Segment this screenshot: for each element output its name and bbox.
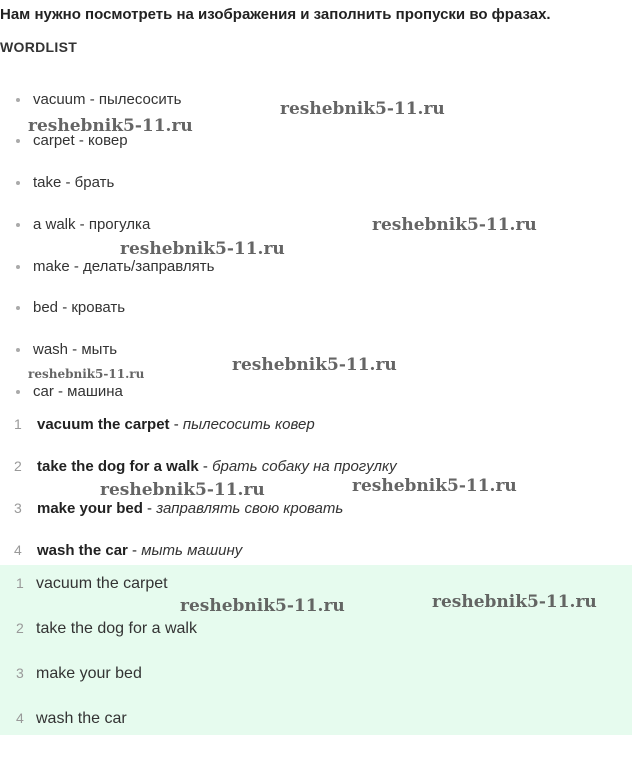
phrase-separator: - <box>169 416 183 433</box>
phrase-separator: - <box>142 500 157 517</box>
phrase-russian: заправлять свою кровать <box>156 500 344 517</box>
phrase-row <box>14 498 343 518</box>
phrase-number: 1 <box>14 416 22 432</box>
watermark: reshebnik5-11.ru <box>120 239 285 259</box>
answer-number: 1 <box>16 575 24 591</box>
answer-row <box>16 662 142 684</box>
watermark: reshebnik5-11.ru <box>28 116 193 136</box>
answer-row <box>16 617 197 639</box>
page-heading: Нам нужно посмотреть на изображения и заполнить пропуски во фразах. <box>0 6 551 23</box>
watermark: reshebnik5-11.ru <box>28 367 145 381</box>
bullet-icon <box>16 306 20 310</box>
phrase-separator: - <box>198 458 213 475</box>
bullet-icon <box>16 390 20 394</box>
phrase-english: vacuum the carpet <box>37 416 170 433</box>
phrase-row <box>14 456 397 476</box>
phrase-number: 4 <box>14 542 22 558</box>
phrase-english: make your bed <box>37 500 143 517</box>
bullet-icon <box>16 265 20 269</box>
answer-text: take the dog for a walk <box>36 620 197 637</box>
bullet-icon <box>16 98 20 102</box>
phrase-english: take the dog for a walk <box>37 458 199 475</box>
phrase-english: wash the car <box>37 542 128 559</box>
phrase-number: 3 <box>14 500 22 516</box>
answer-number: 2 <box>16 620 24 636</box>
phrase-row <box>14 414 315 434</box>
phrase-russian: брать собаку на прогулку <box>212 458 397 475</box>
watermark: reshebnik5-11.ru <box>100 480 265 500</box>
phrase-russian: мыть машину <box>141 542 243 559</box>
answer-panel <box>0 565 632 735</box>
answer-text: wash the car <box>36 710 127 727</box>
phrase-separator: - <box>127 542 142 559</box>
phrase-russian: пылесосить ковер <box>182 416 315 433</box>
answer-row <box>16 572 168 594</box>
watermark: reshebnik5-11.ru <box>280 99 445 119</box>
watermark: reshebnik5-11.ru <box>180 596 345 616</box>
watermark: reshebnik5-11.ru <box>352 476 517 496</box>
watermark: reshebnik5-11.ru <box>232 355 397 375</box>
watermark: reshebnik5-11.ru <box>432 592 597 612</box>
wordlist-title: WORDLIST <box>0 39 78 55</box>
watermark: reshebnik5-11.ru <box>372 215 537 235</box>
answer-number: 4 <box>16 710 24 726</box>
phrase-row <box>14 540 242 560</box>
bullet-icon <box>16 181 20 185</box>
bullet-icon <box>16 223 20 227</box>
bullet-icon <box>16 348 20 352</box>
phrase-number: 2 <box>14 458 22 474</box>
answer-text: make your bed <box>36 665 142 682</box>
answer-number: 3 <box>16 665 24 681</box>
bullet-icon <box>16 139 20 143</box>
answer-text: vacuum the carpet <box>36 575 168 592</box>
answer-row <box>16 707 127 729</box>
